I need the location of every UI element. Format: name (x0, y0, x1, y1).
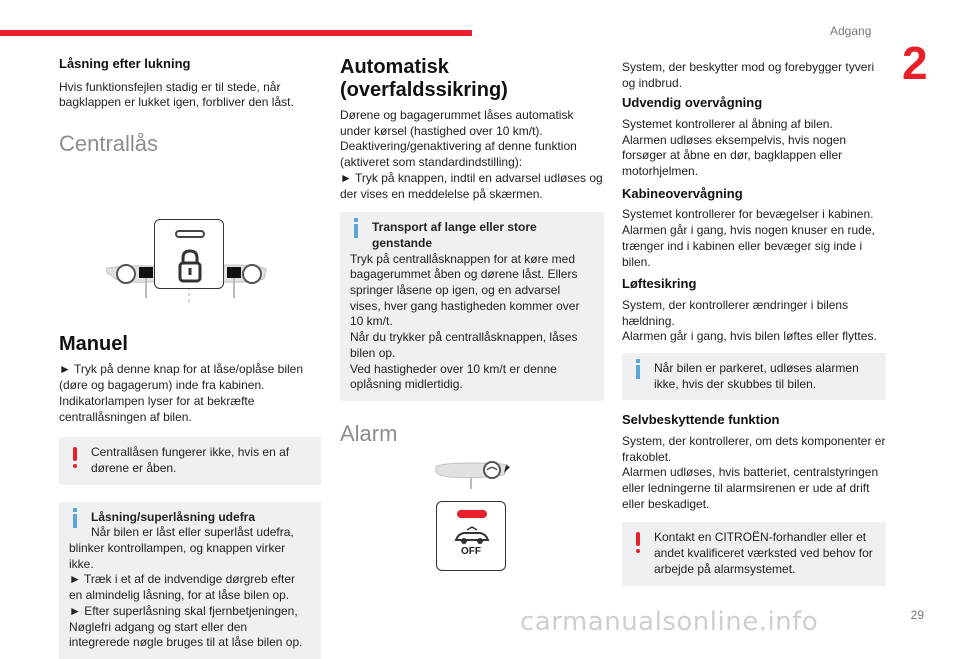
info-box-external-lock (59, 502, 321, 659)
heading-lock-after-closing: Låsning efter lukning (59, 56, 191, 71)
indicator-lamp (175, 230, 205, 238)
alarm-illustration (340, 451, 604, 591)
section-title: Adgang (830, 24, 872, 38)
column-2 (340, 56, 604, 591)
column-1 (59, 56, 321, 659)
paragraph-lift-protection: System, der kontrollerer ændringer i bilens hældning. Alarmen går i gang, hvis bilen løftes eller flyttes. (622, 297, 877, 344)
heading-automatic-locking: Automatisk (overfaldssikring) (340, 56, 508, 101)
central-lock-button (154, 219, 224, 289)
warning-box-door-open (59, 437, 321, 484)
chapter-number: 2 (902, 37, 928, 89)
heading-exterior-monitoring: Udvendig overvågning (622, 95, 763, 111)
padlock-icon (170, 246, 210, 286)
info-text-parked: Når bilen er parkeret, udløses alarmen ikke, hvis der skubbes til bilen. (654, 360, 859, 391)
warning-box-dealer (622, 522, 886, 585)
off-label: OFF (461, 546, 481, 558)
warning-text-door-open: Centrallåsen fungerer ikke, hvis en af dørene er åben. (91, 445, 290, 475)
paragraph-self-protection: System, der kontrollerer, om dets komponenter er frakoblet. Alarmen udløses, hvis batteriet, centralstyringen eller ledningerne til alarmsirenen er ude af drift eller beskadiget. (622, 433, 886, 511)
column-3 (622, 60, 886, 586)
paragraph-lock-after-closing: Hvis funktionsfejlen stadig er til stede, når bagklappen er lukket igen, forbliver den låst. (59, 79, 294, 110)
heading-cabin-monitoring: Kabineovervågning (622, 185, 743, 201)
info-icon (73, 514, 77, 528)
info-first-line-external-lock: Når bilen er låst eller superlåst udefra, (91, 525, 294, 540)
heading-lift-protection: Løftesikring (622, 276, 697, 292)
info-icon (636, 365, 640, 379)
info-box-long-objects (340, 212, 604, 401)
heading-central-lock: Centrallås (59, 131, 159, 156)
paragraph-cabin-monitoring: Systemet kontrollerer for bevægelser i kabinen. Alarmen går i gang, hvis nogen knuser en rude, trænger ind i kabinen eller bevæger sig inde i bilen. (622, 207, 875, 269)
paragraph-exterior-monitoring: Systemet kontrollerer al åbning af bilen. Alarmen udløses eksempelvis, hvis nogen forsøger at åbne en dør, bagklappen eller motorhjelmen. (622, 117, 847, 179)
info-title-external-lock: Låsning/superlåsning udefra (91, 509, 256, 524)
roof-console-icon (340, 451, 604, 491)
paragraph-manual: ► Tryk på denne knap for at låse/oplåse bilen (døre og bagagerum) inde fra kabinen. Indikatorlampen lyser for at bekræfte centrallåsningen af bilen. (59, 362, 304, 424)
car-alarm-icon (452, 526, 492, 546)
warning-icon (636, 532, 640, 546)
paragraph-automatic-locking: Dørene og bagagerummet låses automatisk under kørsel (hastighed over 10 km/t). Deaktivering/genaktivering af denne funktion (aktiveret som standardindstilling): ► Tryk på knappen, indtil en advarsel udløses og der vises en meddelelse på skærmen. (340, 108, 603, 201)
heading-self-protection: Selvbeskyttende funktion (622, 412, 780, 428)
info-body-external-lock: blinker kontrollampen, og knappen virker ikke. ► Træk i et af de indvendige dørgreb efter en almindelig låsning, for at låse bilen op. ► Efter superlåsning skal fjernbetjeningen, Nøglefri adgang og start eller den integrerede nøgle bruges til at låse bilen op. (69, 541, 303, 650)
page-number: 29 (910, 608, 924, 622)
heading-manual: Manuel (59, 333, 128, 356)
alarm-indicator-lamp (457, 510, 487, 518)
watermark: carmanualsonline.info (520, 607, 819, 637)
header-red-bar (0, 30, 472, 36)
heading-alarm: Alarm (340, 420, 398, 446)
info-icon (354, 224, 358, 238)
alarm-off-button (436, 501, 506, 571)
warning-text-dealer: Kontakt en CITROËN-forhandler eller et andet kvalificeret værksted ved behov for arbejde på alarmsystemet. (654, 530, 873, 576)
info-title-long-objects: Transport af lange eller store genstande (372, 220, 537, 250)
info-box-parked (622, 353, 886, 400)
warning-icon (73, 447, 77, 461)
paragraph-alarm-intro: System, der beskytter mod og forebygger tyveri og indbrud. (622, 60, 875, 90)
info-body-long-objects: Tryk på centrallåsknappen for at køre med bagagerummet åben og dørene låst. Ellers springer låsene op igen, og en advarsel vises, hver gang hastigheden kommer over 10 km/t. Når du trykker på centrallåsknappen, låses bilen op. Ved hastigheder over 10 km/t er denne oplåsning midlertidig. (350, 251, 580, 392)
